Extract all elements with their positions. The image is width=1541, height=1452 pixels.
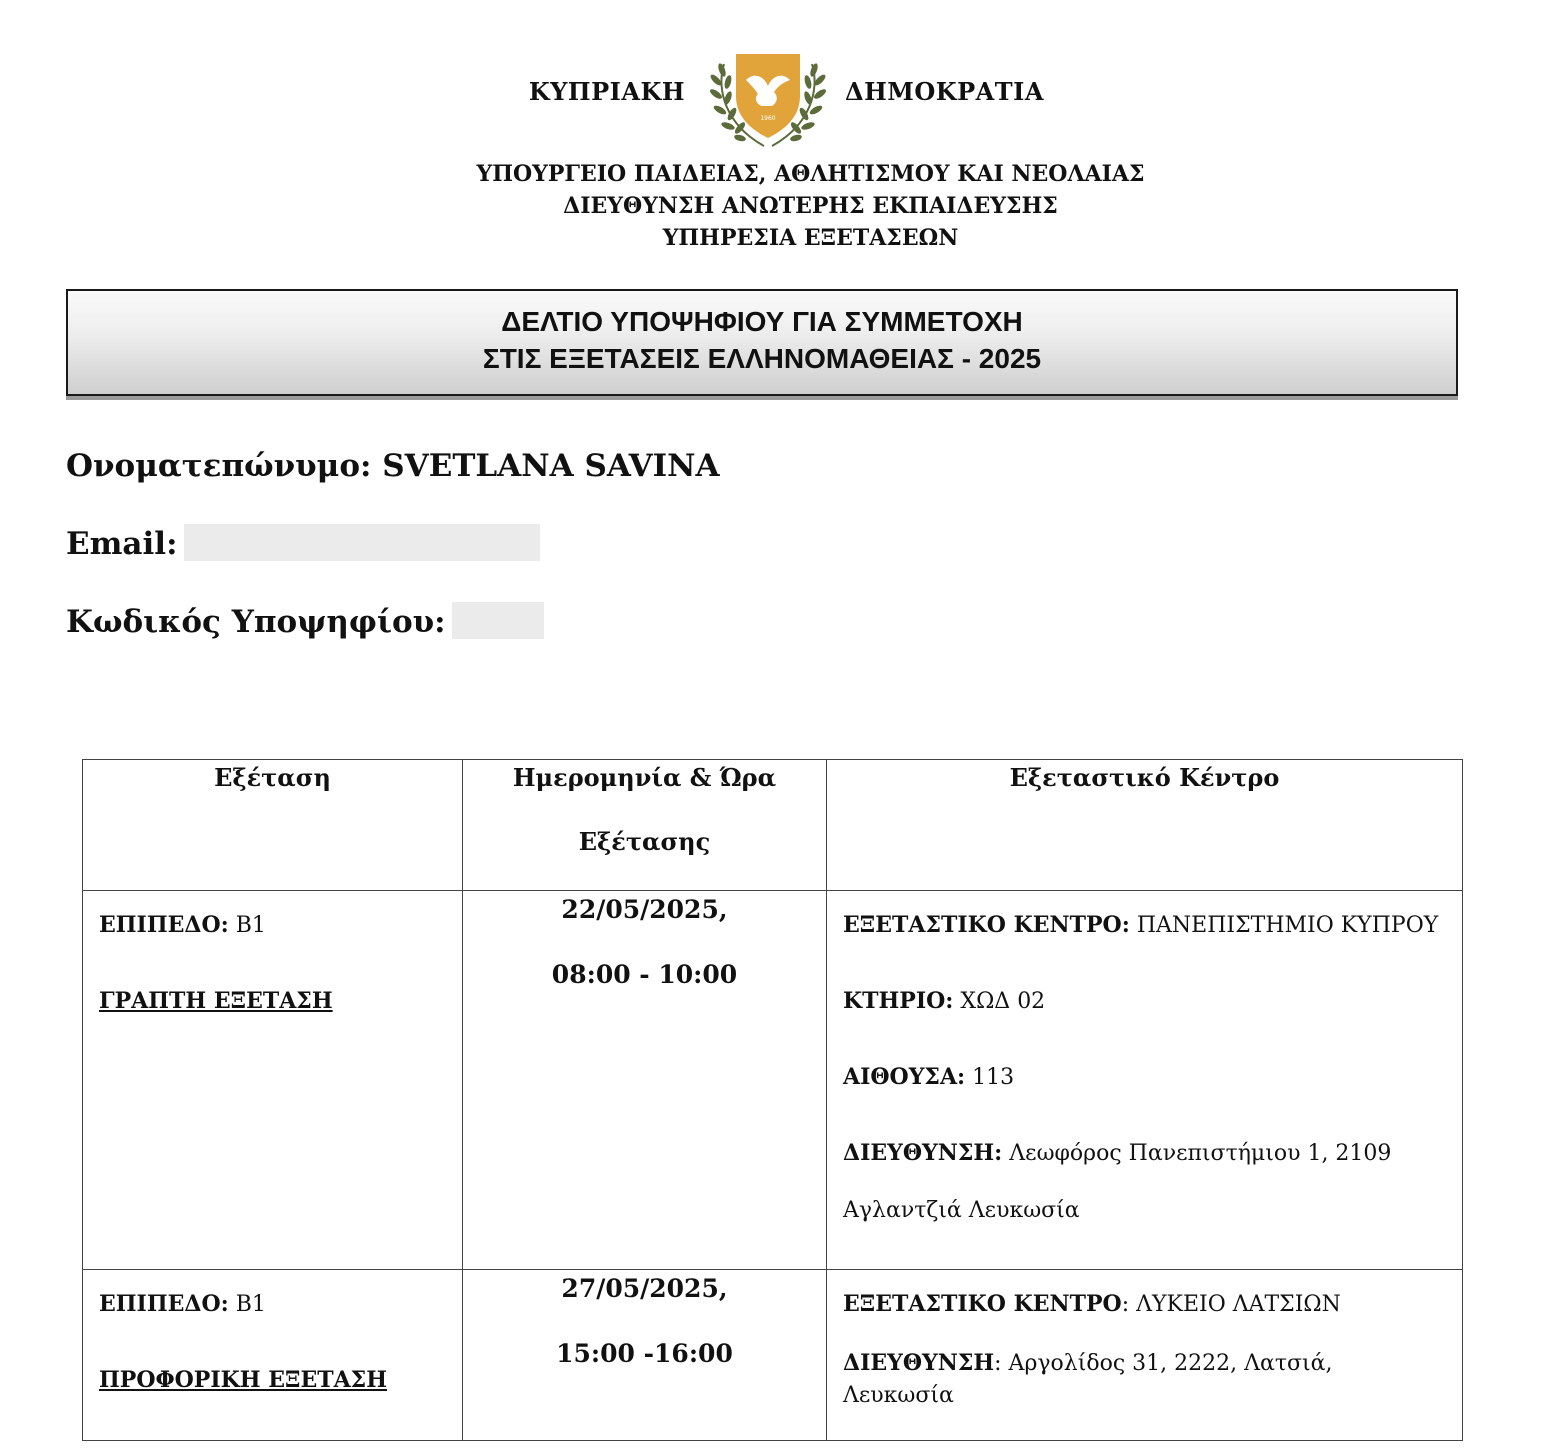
datetime-cell	[463, 1270, 827, 1441]
level-label: ΕΠΙΠΕΔΟ:	[99, 912, 229, 938]
header-datetime	[463, 760, 827, 891]
header-center	[827, 760, 1463, 891]
table-row	[83, 1270, 1463, 1441]
candidate-email-row	[66, 526, 540, 564]
title-line-2: ΣΤΙΣ ΕΞΕΤΑΣΕΙΣ ΕΛΛΗΝΟΜΑΘΕΙΑΣ - 2025	[482, 343, 1042, 374]
address-line	[843, 1137, 1446, 1195]
center-label: ΕΞΕΤΑΣΤΙΚΟ ΚΕΝΤΡΟ:	[843, 912, 1130, 938]
room-label: ΑΙΘΟΥΣΑ:	[843, 1064, 966, 1090]
exam-date: 27/05/2025,	[561, 1274, 728, 1303]
address-line	[843, 1347, 1446, 1406]
header-exam-label: Εξέταση	[214, 763, 331, 792]
candidate-name-row	[66, 448, 720, 484]
candidate-name-label: Ονοματεπώνυμο:	[66, 448, 372, 484]
header-datetime-line2: Εξέτασης	[578, 827, 711, 856]
exam-cell	[83, 891, 463, 1270]
header-datetime-line1: Ημερομηνία & Ώρα	[512, 763, 777, 792]
candidate-code-label: Κωδικός Υποψηφίου:	[66, 604, 446, 640]
government-header	[0, 50, 1541, 150]
level-label: ΕΠΙΠΕΔΟ:	[99, 1291, 229, 1317]
level-value: Β1	[235, 913, 266, 938]
candidate-name-value: SVETLANA SAVINA	[382, 448, 720, 484]
center-line	[843, 1288, 1446, 1347]
directorate-line: ΔΙΕΥΘΥΝΣΗ ΑΝΩΤΕΡΗΣ ΕΚΠΑΙΔΕΥΣΗΣ	[563, 193, 1058, 219]
candidate-email-label: Email:	[66, 526, 178, 562]
building-line	[843, 985, 1446, 1061]
exam-date: 22/05/2025,	[561, 895, 728, 924]
center-value: : ΛΥΚΕΙΟ ΛΑΤΣΙΩΝ	[1121, 1292, 1341, 1317]
emblem-year: 1960	[760, 115, 776, 122]
level-value: Β1	[235, 1292, 266, 1317]
table-header-row	[83, 760, 1463, 891]
service-line: ΥΠΗΡΕΣΙΑ ΕΞΕΤΑΣΕΩΝ	[662, 225, 959, 251]
redacted-email-block	[184, 524, 540, 561]
header-exam	[83, 760, 463, 891]
exam-time: 15:00 -16:00	[556, 1339, 733, 1368]
ministry-line: ΥΠΟΥΡΓΕΙΟ ΠΑΙΔΕΙΑΣ, ΑΘΛΗΤΙΣΜΟΥ ΚΑΙ ΝΕΟΛΑΙΑΣ	[476, 161, 1145, 187]
room-value: 113	[972, 1065, 1015, 1090]
center-value: ΠΑΝΕΠΙΣΤΗΜΙΟ ΚΥΠΡΟΥ	[1136, 913, 1439, 938]
room-line	[843, 1061, 1446, 1137]
address-value-line2: Αγλαντζιά Λευκωσία	[843, 1198, 1080, 1223]
building-value: ΧΩΔ 02	[960, 989, 1046, 1014]
exam-schedule-table	[82, 759, 1463, 1441]
center-cell	[827, 1270, 1463, 1441]
country-word-left: ΚΥΠΡΙΑΚΗ	[528, 77, 685, 106]
level-line	[99, 909, 446, 985]
candidate-code-row	[66, 604, 544, 642]
exam-cell	[83, 1270, 463, 1441]
building-label: ΚΤΗΡΙΟ:	[843, 988, 954, 1014]
center-line	[843, 909, 1446, 985]
address-label: ΔΙΕΥΘΥΝΣΗ	[843, 1350, 995, 1376]
level-line	[99, 1288, 446, 1364]
title-line-1: ΔΕΛΤΙΟ ΥΠΟΨΗΦΙΟΥ ΓΙΑ ΣΥΜΜΕΤΟΧΗ	[501, 306, 1023, 337]
country-word-right: ΔΗΜΟΚΡΑΤΙΑ	[845, 77, 1045, 106]
center-cell	[827, 891, 1463, 1270]
exam-type: ΓΡΑΠΤΗ ΕΞΕΤΑΣΗ	[99, 988, 333, 1014]
address-value-line1: Λεωφόρος Πανεπιστήμιου 1, 2109	[1009, 1141, 1392, 1166]
datetime-cell	[463, 891, 827, 1270]
exam-type: ΠΡΟΦΟΡΙΚΗ ΕΞΕΤΑΣΗ	[99, 1367, 388, 1393]
center-label: ΕΞΕΤΑΣΤΙΚΟ ΚΕΝΤΡΟ	[843, 1291, 1122, 1317]
address-label: ΔΙΕΥΘΥΝΣΗ:	[843, 1140, 1003, 1166]
cyprus-coat-of-arms-icon	[706, 50, 830, 150]
exam-time: 08:00 - 10:00	[551, 960, 738, 989]
document-title-box	[66, 289, 1458, 396]
redacted-code-block	[452, 602, 544, 639]
header-center-label: Εξεταστικό Κέντρο	[1009, 763, 1280, 792]
address-value: : Αργολίδος 31, 2222, Λατσιά, Λευκωσία	[843, 1351, 1333, 1408]
ministry-block	[0, 158, 1541, 254]
table-row	[83, 891, 1463, 1270]
